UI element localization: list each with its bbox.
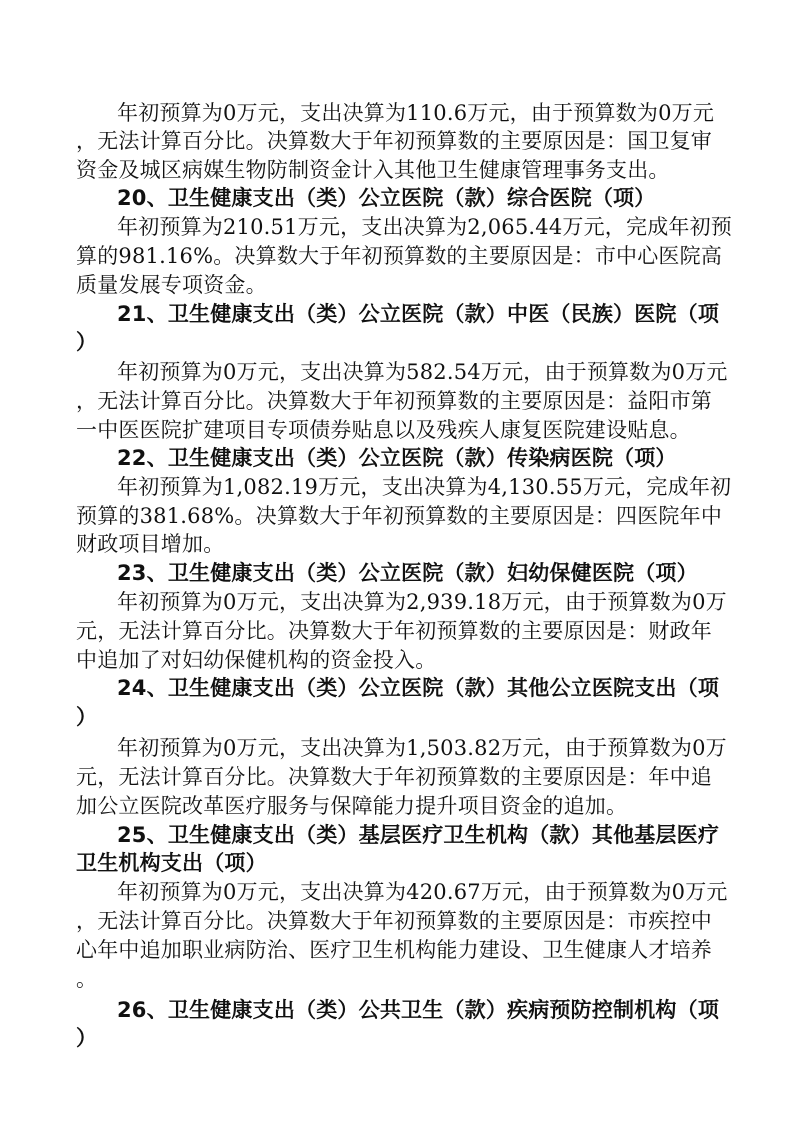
- section-heading-22: 22、卫生健康支出（类）公立医院（款）传染病医院（项）: [117, 446, 677, 470]
- section-heading-20: 20、卫生健康支出（类）公立医院（款）综合医院（项）: [117, 186, 656, 210]
- section-heading-24: 24、卫生健康支出（类）公立医院（款）其他公立医院支出（项: [117, 676, 720, 700]
- paragraph-line: 年初预算为0万元，支出决算为2,939.18万元，由于预算数为0万: [117, 590, 727, 614]
- paragraph-line: 资金及城区病媒生物防制资金计入其他卫生健康管理事务支出。: [76, 158, 670, 182]
- paragraph-line: 元，无法计算百分比。决算数大于年初预算数的主要原因是：财政年: [76, 619, 712, 643]
- paragraph-line: 。: [76, 967, 98, 991]
- paragraph-line: 一中医医院扩建项目专项债券贴息以及残疾人康复医院建设贴息。: [76, 418, 691, 442]
- paragraph-line: ，无法计算百分比。决算数大于年初预算数的主要原因是：国卫复审: [76, 129, 712, 153]
- paragraph-line: 年初预算为0万元，支出决算为420.67万元，由于预算数为0万元: [117, 880, 728, 904]
- section-heading-24-wrap: ）: [76, 705, 98, 729]
- paragraph-line: 年初预算为1,082.19万元，支出决算为4,130.55万元，完成年初: [117, 475, 732, 499]
- section-heading-26-wrap: ）: [76, 1026, 98, 1050]
- section-heading-21-wrap: ）: [76, 330, 98, 354]
- paragraph-line: 财政项目增加。: [76, 532, 225, 556]
- paragraph-line: 年初预算为210.51万元，支出决算为2,065.44万元，完成年初预: [117, 215, 732, 239]
- paragraph-line: 加公立医院改革医疗服务与保障能力提升项目资金的追加。: [76, 794, 628, 818]
- paragraph-line: 年初预算为0万元，支出决算为582.54万元，由于预算数为0万元: [117, 360, 728, 384]
- paragraph-line: 质量发展专项资金。: [76, 273, 267, 297]
- section-heading-23: 23、卫生健康支出（类）公立医院（款）妇幼保健医院（项）: [117, 561, 698, 585]
- paragraph-line: 年初预算为0万元，支出决算为1,503.82万元，由于预算数为0万: [117, 736, 727, 760]
- paragraph-line: 年初预算为0万元，支出决算为110.6万元，由于预算数为0万元: [117, 101, 715, 125]
- paragraph-line: 预算的381.68%。决算数大于年初预算数的主要原因是：四医院年中: [76, 504, 723, 528]
- paragraph-line: 元，无法计算百分比。决算数大于年初预算数的主要原因是：年中追: [76, 765, 712, 789]
- section-heading-26: 26、卫生健康支出（类）公共卫生（款）疾病预防控制机构（项: [117, 998, 720, 1022]
- section-heading-21: 21、卫生健康支出（类）公立医院（款）中医（民族）医院（项: [117, 302, 720, 326]
- section-heading-25-wrap: 卫生机构支出（项）: [76, 851, 267, 875]
- section-heading-25: 25、卫生健康支出（类）基层医疗卫生机构（款）其他基层医疗: [117, 823, 720, 847]
- paragraph-line: ，无法计算百分比。决算数大于年初预算数的主要原因是：益阳市第: [76, 389, 712, 413]
- paragraph-line: 心年中追加职业病防治、医疗卫生机构能力建设、卫生健康人才培养: [76, 938, 712, 962]
- paragraph-line: 算的981.16%。决算数大于年初预算数的主要原因是：市中心医院高: [76, 244, 723, 268]
- paragraph-line: 中追加了对妇幼保健机构的资金投入。: [76, 648, 437, 672]
- paragraph-line: ，无法计算百分比。决算数大于年初预算数的主要原因是：市疾控中: [76, 909, 712, 933]
